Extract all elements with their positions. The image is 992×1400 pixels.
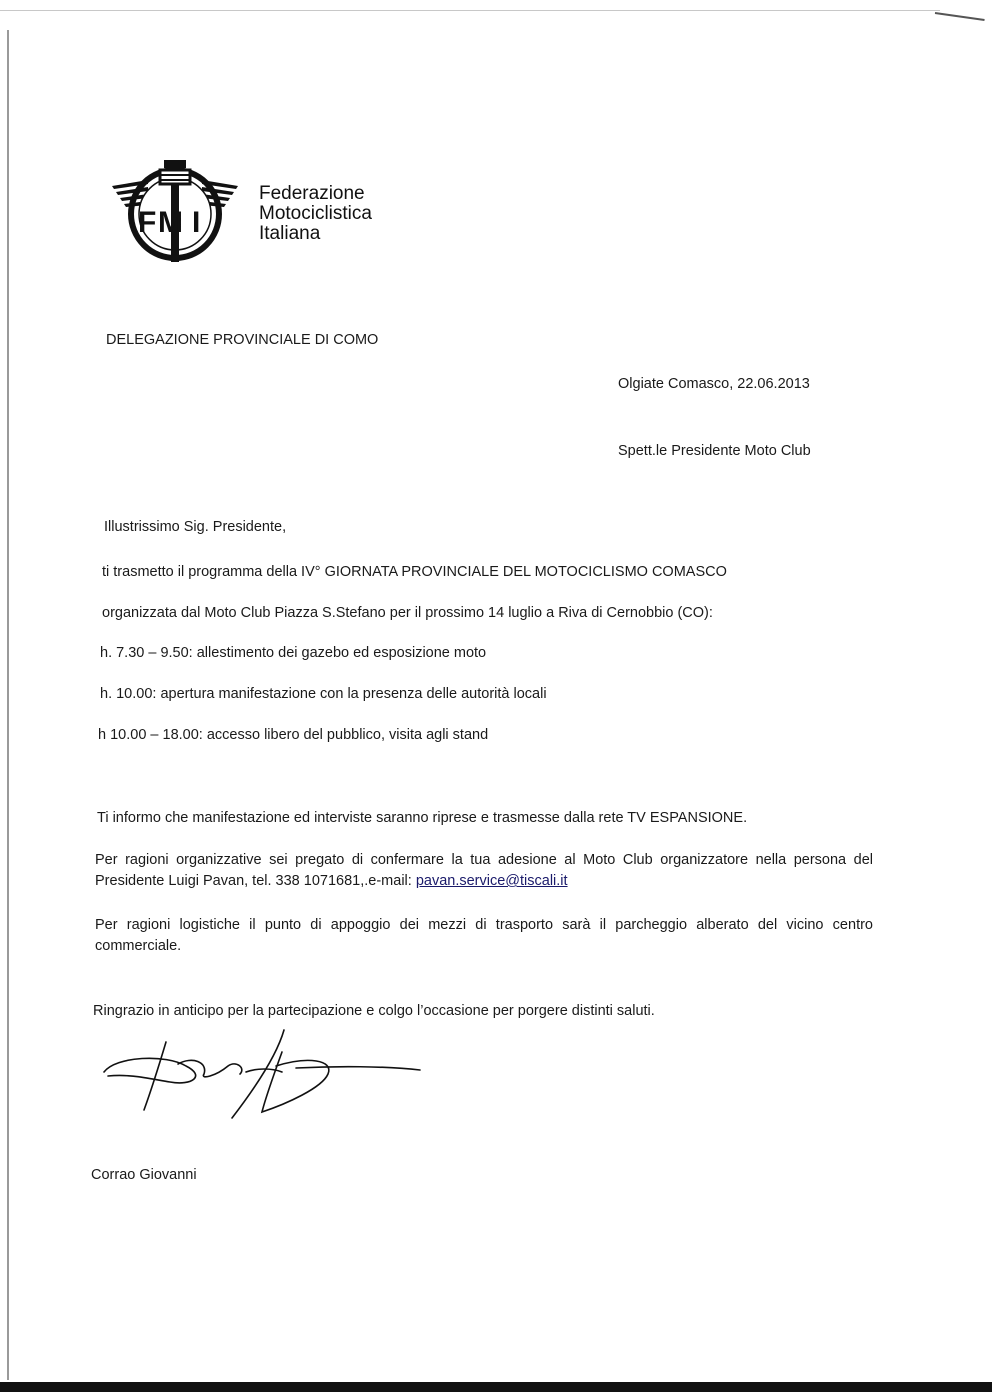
svg-text:F: F [138,206,157,239]
schedule-item-2: h. 10.00: apertura manifestazione con la presenza delle autorità locali [100,686,547,702]
tv-info: Ti informo che manifestazione ed interviste saranno riprese e trasmesse dalla rete TV ESPANSIONE. [97,810,748,826]
schedule-item-3: h 10.00 – 18.00: accesso libero del pubblico, visita agli stand [98,727,489,743]
scan-edge-left [7,30,9,1380]
delegation-heading: DELEGAZIONE PROVINCIALE DI COMO [106,332,379,348]
confirm-text: Per ragioni organizzative sei pregato di confermare la tua adesione al Moto Club organizzatore nella persona del Presidente Luigi Pavan, tel. 338 1071681,.e-mail: [95,852,873,889]
svg-text:I: I [192,206,201,239]
schedule-item-1: h. 7.30 – 9.50: allestimento dei gazebo ed esposizione moto [100,645,487,661]
email-link[interactable]: pavan.service@tiscali.it [415,873,568,889]
svg-text:M: M [158,206,183,239]
org-name-line3: Italiana [259,223,321,244]
scan-edge-bottom [0,1382,992,1392]
signer-name: Corrao Giovanni [91,1167,197,1183]
org-name-line2: Motociclistica [259,203,372,224]
intro-line-2: organizzata dal Moto Club Piazza S.Stefano per il prossimo 14 luglio a Riva di Cernobbio (CO): [102,605,713,621]
intro-line-1: ti trasmetto il programma della IV° GIORNATA PROVINCIALE DEL MOTOCICLISMO COMASCO [102,564,727,580]
salutation: Illustrissimo Sig. Presidente, [104,519,287,535]
org-name-line1: Federazione [259,183,365,204]
handwritten-signature [96,1022,436,1122]
logistics-paragraph: Per ragioni logistiche il punto di appoggio dei mezzi di trasporto sarà il parcheggio alberato del vicino centro commerciale. [95,917,873,954]
fmi-logo [108,156,242,268]
recipient: Spett.le Presidente Moto Club [618,443,811,459]
confirm-paragraph [95,850,873,892]
closing-line: Ringrazio in anticipo per la partecipazione e colgo l’occasione per porgere distinti saluti. [93,1003,655,1019]
place-date: Olgiate Comasco, 22.06.2013 [618,376,810,392]
organization-name [259,184,372,244]
scan-edge-top [0,10,940,11]
scan-edge-top-right [935,12,985,21]
